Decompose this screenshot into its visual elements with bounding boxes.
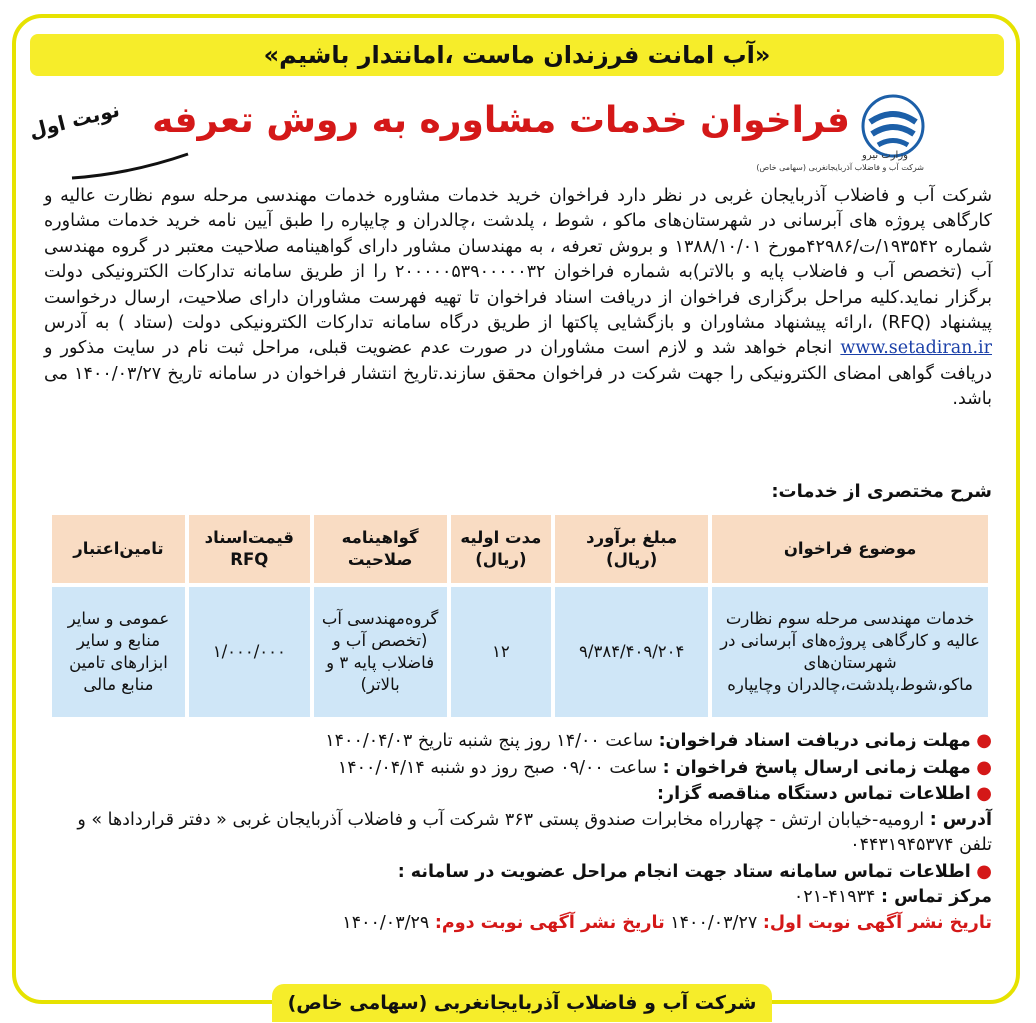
table-header: موضوع فراخوان (712, 515, 988, 583)
table-cell: ۱۲ (451, 587, 552, 717)
round-label: نوبت اول (26, 97, 122, 143)
publish-dates-line (44, 911, 992, 937)
setad-contact-heading: اطلاعات تماس سامانه ستاد جهت انجام مراحل عضویت در سامانه : (397, 861, 971, 882)
table-cell: خدمات مهندسی مرحله سوم نظارت عالیه و کارگاهی پروژه‌های آبرسانی در شهرستان‌های ماکو،شوط،پلدشت،چالدران وچایپاره (712, 587, 988, 717)
call-center-line (44, 885, 992, 911)
bullet-icon: ● (976, 730, 992, 751)
contact-heading-line (44, 781, 992, 808)
contact-heading: اطلاعات تماس دستگاه مناقصه گزار: (657, 784, 971, 804)
table-cell: عمومی و سایر منابع و سایر ابزارهای تامین منابع مالی (52, 587, 185, 717)
table-row (52, 587, 988, 717)
table-header: مدت اولیه (ریال) (451, 515, 552, 583)
call-center-value: ۴۱۹۳۴-۰۲۱ (793, 887, 876, 907)
receive-deadline-label: مهلت زمانی دریافت اسناد فراخوان: (658, 731, 971, 751)
body-paragraph-2: انجام خواهد شد و لازم است مشاوران در صورت عدم عضویت قبلی، مراحل ثبت نام در سایت مذکور و دریافت گواهی امضای الکترونیکی را جهت شرکت در فراخوان محقق سازند.تاریخ انتشار فراخوان در سامانه تاریخ ۱۴۰۰/۰۳/۲۷ می باشد. (44, 338, 993, 410)
table-cell: گروه‌مهندسی آب (تخصص آب و فاضلاب پایه ۳ و بالاتر) (314, 587, 447, 717)
table-header-row (52, 515, 988, 583)
address-label: آدرس : (929, 809, 992, 830)
table-header: تامین‌اعتبار (52, 515, 185, 583)
footer-company-banner: شرکت آب و فاضلاب آذربایجانغربی (سهامی خاص) (272, 984, 772, 1022)
send-deadline-label: مهلت زمانی ارسال پاسخ فراخوان : (662, 757, 971, 778)
table-header: مبلغ برآورد (ریال) (555, 515, 708, 583)
address-value: ارومیه-خیابان ارتش - چهارراه مخابرات صندوق پستی ۳۶۳ شرکت آب و فاضلاب آذربایجان غربی « دفتر قراردادها » و تلفن ۰۴۴۳۱۹۴۵۳۷۴ (77, 809, 992, 855)
publish-first-label: تاریخ نشر آگهی نوبت اول: (762, 912, 992, 933)
publish-second-label: تاریخ نشر آگهی نوبت دوم: (434, 912, 665, 933)
send-deadline-line (44, 755, 992, 782)
details-section (44, 728, 992, 936)
body-paragraph-1: شرکت آب و فاضلاب آذربایجان غربی در نظر دارد فراخوان خرید خدمات مشاوره خدمات مهندسی مرحله سوم نظارت عالیه و کارگاهی پروژه های آبرسانی در شهرستان‌های ماکو ، شوط ، پلدشت ،چالدران و چایپاره را طبق آیین نامه خرید خدمات مشاوره شماره ۱۹۳۵۴۲/ت/۴۲۹۸۶مورخ ۱۳۸۸/۱۰/۰۱ و بروش تعرفه ، به مهندسان مشاور دارای گواهینامه صلاحیت معتبر در گروه مهندسی آب (تخصص آب و فاضلاب پایه و بالاتر)به شماره فراخوان ۲۰۰۰۰۰۵۳۹۰۰۰۰۰۳۲ را از طریق سامانه تدارکات الکترونیکی دولت برگزار نماید.کلیه مراحل برگزاری فراخوان از دریافت اسناد فراخوان تا تهیه فهرست مشاوران دارای صلاحیت، ارسال درخواست پیشنهاد (RFQ) ،ارائه پیشنهاد مشاوران و بازگشایی پاکتها از طریق درگاه سامانه تدارکات الکترونیکی دولت (ستاد ) به آدرس (44, 186, 993, 334)
logo-company-name: شرکت آب و فاضلاب آذربایجانغربی (سهامی خاص) (756, 163, 924, 172)
call-center-label: مرکز تماس : (881, 887, 992, 907)
receive-deadline-line (44, 728, 992, 755)
table-header: گواهینامه صلاحیت (314, 515, 447, 583)
ministry-label: وزارت نیرو (861, 150, 908, 161)
bullet-icon: ● (976, 860, 992, 882)
table-cell: ۱/۰۰۰/۰۰۰ (189, 587, 310, 717)
slogan-banner: «آب امانت فرزندان ماست ،امانتدار باشیم» (30, 34, 1004, 76)
address-line (44, 808, 992, 859)
publish-first-value: ۱۴۰۰/۰۳/۲۷ (670, 912, 758, 933)
announcement-body (44, 184, 992, 413)
table-header: قیمت‌اسناد RFQ (189, 515, 310, 583)
table-cell: ۹/۳۸۴/۴۰۹/۲۰۴ (555, 587, 708, 717)
receive-deadline-value: ساعت ۱۴/۰۰ روز پنج شنبه تاریخ ۱۴۰۰/۰۴/۰۳ (325, 731, 653, 751)
setad-link[interactable]: www.setadiran.ir (840, 338, 992, 359)
summary-title: شرح مختصری از خدمات: (771, 481, 992, 502)
bullet-icon: ● (976, 756, 992, 778)
setad-heading-line (44, 859, 992, 886)
send-deadline-value: ساعت ۰۹/۰۰ صبح روز دو شنبه ۱۴۰۰/۰۴/۱۴ (337, 757, 657, 778)
services-table (48, 511, 992, 721)
bullet-icon: ● (976, 783, 992, 804)
page-title: فراخوان خدمات مشاوره به روش تعرفه (152, 100, 850, 141)
round-underline-icon (70, 150, 190, 180)
publish-second-value: ۱۴۰۰/۰۳/۲۹ (342, 912, 430, 933)
